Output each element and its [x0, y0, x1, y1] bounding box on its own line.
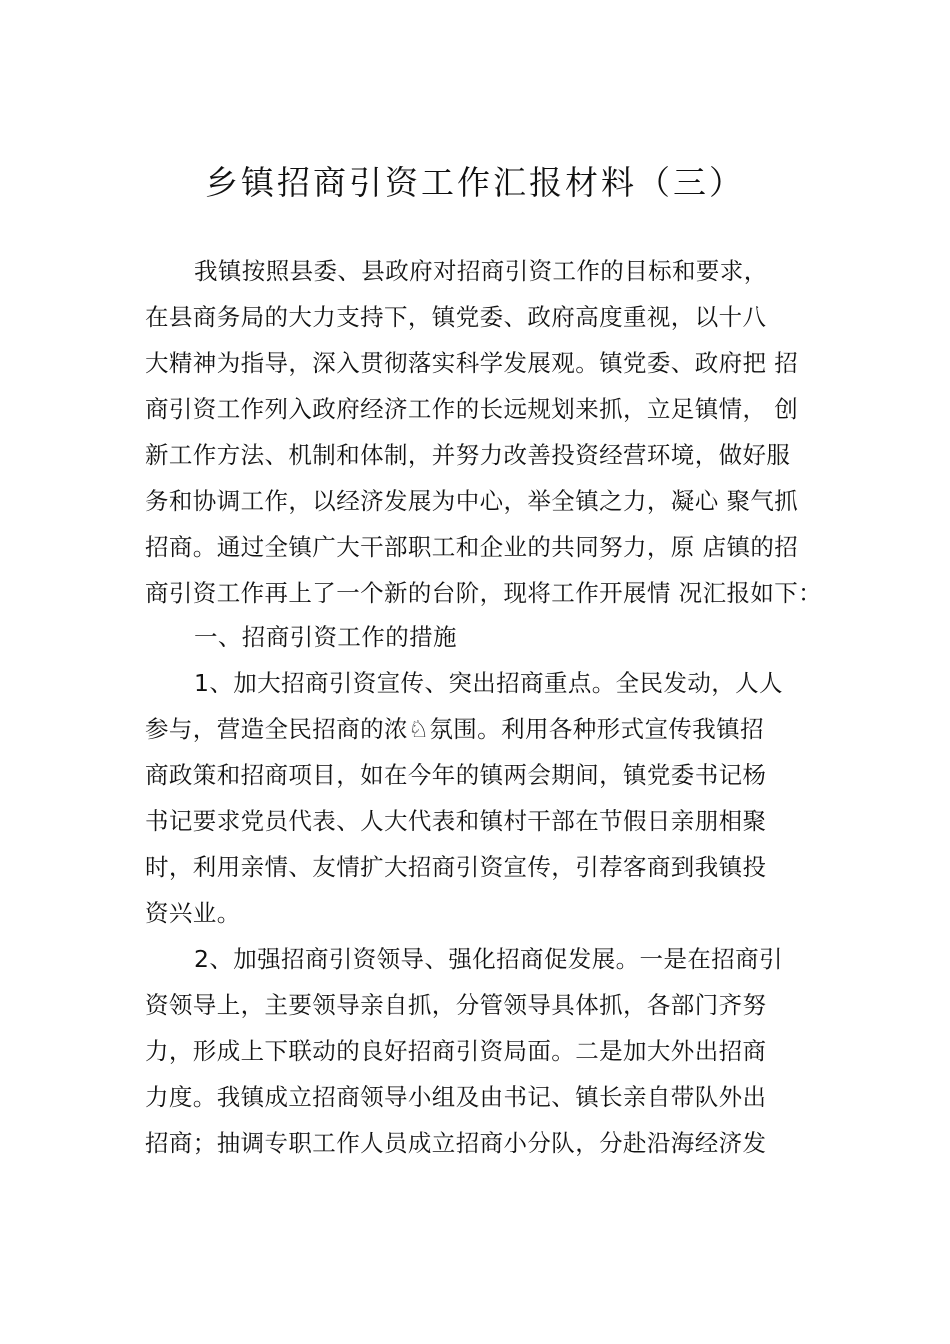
- text-line-8: 商引资工作再上了一个新的台阶，现将工作开展情 况汇报如下：: [145, 579, 823, 607]
- text-line-11: 参与，营造全民招商的浓♘氛围。利用各种形式宣传我镇招: [145, 715, 764, 743]
- text-line-17: 资领导上，主要领导亲自抓，分管领导具体抓，各部门齐努: [145, 991, 767, 1019]
- text-line-7: 招商。通过全镇广大干部职工和企业的共同努力，原 店镇的招: [145, 533, 799, 561]
- text-line-4: 商引资工作列入政府经济工作的长远规划来抓，立足镇情， 创: [145, 395, 799, 423]
- text-line-2: 在县商务局的大力支持下，镇党委、政府高度重视，以十八: [145, 303, 767, 331]
- text-line-14: 时，利用亲情、友情扩大招商引资宣传，引荐客商到我镇投: [145, 853, 767, 881]
- text-line-5: 新工作方法、机制和体制，并努力改善投资经营环境，做好服: [145, 441, 791, 469]
- text-line-1: 我镇按照县委、县政府对招商引资工作的目标和要求，: [194, 257, 768, 285]
- text-line-15: 资兴业。: [145, 899, 241, 927]
- text-line-3: 大精神为指导，深入贯彻落实科学发展观。镇党委、政府把 招: [145, 349, 799, 377]
- text-line-19: 力度。我镇成立招商领导小组及由书记、镇长亲自带队外出: [145, 1083, 767, 1111]
- text-line-10: 1、加大招商引资宣传、突出招商重点。全民发动，人人: [194, 669, 783, 697]
- document-title: 乡镇招商引资工作汇报材料（三）: [205, 163, 745, 202]
- text-line-13: 书记要求党员代表、人大代表和镇村干部在节假日亲朋相聚: [145, 807, 767, 835]
- text-line-6: 务和协调工作，以经济发展为中心，举全镇之力，凝心 聚气抓: [145, 487, 799, 515]
- text-line-12: 商政策和招商项目，如在今年的镇两会期间，镇党委书记杨: [145, 761, 767, 789]
- text-line-20: 招商；抽调专职工作人员成立招商小分队，分赴沿海经济发: [145, 1129, 767, 1157]
- text-line-18: 力，形成上下联动的良好招商引资局面。二是加大外出招商: [145, 1037, 767, 1065]
- text-line-16: 2、加强招商引资领导、强化招商促发展。一是在招商引: [194, 945, 783, 973]
- section-heading: 一、招商引资工作的措施: [194, 623, 457, 651]
